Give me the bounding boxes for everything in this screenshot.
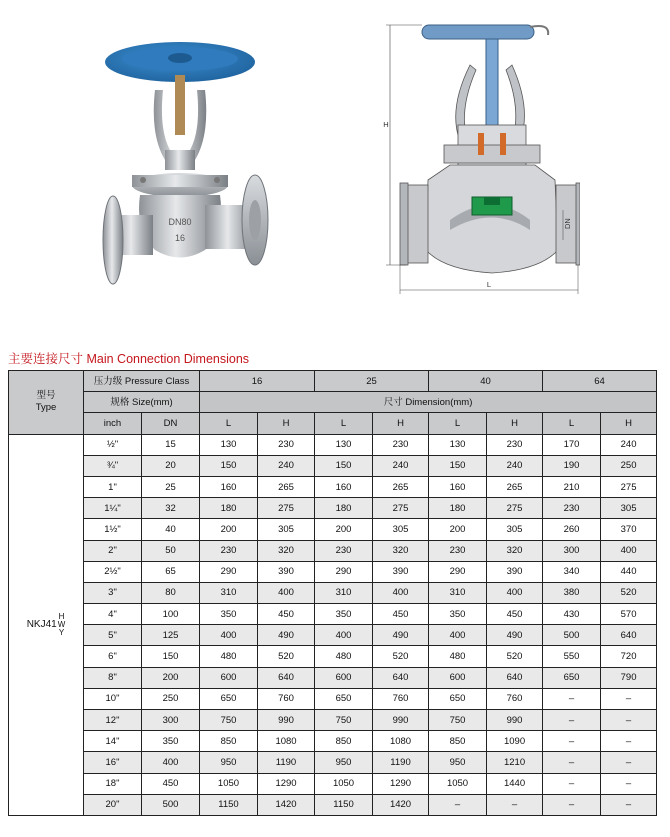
table-cell: 490 [258,625,315,646]
table-cell: 600 [315,667,373,688]
table-cell: 400 [200,625,258,646]
table-cell: 150 [315,455,373,476]
table-cell: 320 [373,540,429,561]
table-cell: 275 [373,498,429,519]
table-cell: 230 [543,498,601,519]
table-row [9,540,657,561]
table-cell: 230 [429,540,487,561]
table-cell: 16" [84,752,142,773]
table-cell: 305 [373,519,429,540]
table-cell: 400 [258,582,315,603]
model-suffix-letter: Y [58,627,65,637]
table-cell: 850 [429,731,487,752]
table-cell: 640 [487,667,543,688]
class-header: 64 [543,371,657,392]
table-cell: 1420 [373,794,429,815]
table-cell: 1050 [315,773,373,794]
class-header: 40 [429,371,543,392]
table-cell: 230 [487,434,543,455]
photo-dn-mark: DN80 [168,217,192,227]
table-cell: 275 [487,498,543,519]
table-cell: 200 [429,519,487,540]
table-cell: 600 [200,667,258,688]
header-row-size [9,392,657,413]
table-cell: 310 [315,582,373,603]
table-cell: 400 [373,582,429,603]
table-cell: 1050 [200,773,258,794]
table-cell: 1050 [429,773,487,794]
table-cell: 490 [487,625,543,646]
table-cell: 310 [200,582,258,603]
table-cell: 500 [142,794,200,815]
table-cell: 350 [315,604,373,625]
table-cell: 520 [373,646,429,667]
table-cell: 750 [200,710,258,731]
table-cell: 750 [429,710,487,731]
table-cell: 150 [429,455,487,476]
table-cell: – [543,688,601,709]
table-cell: 520 [258,646,315,667]
model-suffix-letter: H [58,611,65,621]
table-cell: – [543,752,601,773]
table-cell: 275 [258,498,315,519]
table-cell: 100 [142,604,200,625]
table-cell: 320 [487,540,543,561]
table-cell: 125 [142,625,200,646]
table-cell: 250 [601,455,657,476]
model-suffix-letter: W [57,619,66,629]
table-cell: 1¼" [84,498,142,519]
table-cell: 650 [315,688,373,709]
table-cell: 150 [200,455,258,476]
model-cell [9,434,84,815]
table-row [9,667,657,688]
table-cell: 130 [200,434,258,455]
table-cell: 1190 [373,752,429,773]
table-cell: 1150 [315,794,373,815]
table-cell: – [543,794,601,815]
table-cell: 230 [373,434,429,455]
size-header: 规格 Size(mm) [84,392,200,413]
table-cell: 230 [315,540,373,561]
table-cell: 1210 [487,752,543,773]
table-cell: 265 [373,476,429,497]
table-cell: 160 [429,476,487,497]
table-cell: 305 [487,519,543,540]
table-cell: 160 [315,476,373,497]
table-cell: 300 [142,710,200,731]
table-cell: 250 [142,688,200,709]
table-row [9,688,657,709]
table-cell: 12" [84,710,142,731]
table-cell: 210 [543,476,601,497]
section-title: 主要连接尺寸 Main Connection Dimensions [8,352,250,366]
table-row [9,434,657,455]
table-row [9,773,657,794]
table-cell: – [601,773,657,794]
table-cell: 480 [200,646,258,667]
table-cell: 430 [543,604,601,625]
table-cell: 390 [487,561,543,582]
table-row [9,476,657,497]
table-cell: 240 [487,455,543,476]
table-cell: 40 [142,519,200,540]
table-cell: 190 [543,455,601,476]
table-cell: 1½" [84,519,142,540]
table-cell: 400 [429,625,487,646]
dimension-table [8,370,657,816]
table-cell: – [601,731,657,752]
l-header: L [543,413,601,434]
valve-photo [95,35,285,305]
table-cell: 8" [84,667,142,688]
table-row [9,561,657,582]
table-cell: 20" [84,794,142,815]
type-header: 型号 Type [9,371,84,435]
table-cell: 5" [84,625,142,646]
table-cell: 760 [258,688,315,709]
table-row [9,498,657,519]
table-cell: – [543,773,601,794]
table-cell: 480 [429,646,487,667]
table-cell: 1420 [258,794,315,815]
table-cell: 6" [84,646,142,667]
table-cell: 390 [258,561,315,582]
table-cell: 450 [487,604,543,625]
table-cell: 180 [200,498,258,519]
table-cell: 370 [601,519,657,540]
table-cell: 305 [258,519,315,540]
h-header: H [487,413,543,434]
table-cell: 640 [258,667,315,688]
table-cell: 260 [543,519,601,540]
table-cell: 650 [429,688,487,709]
table-cell: 230 [200,540,258,561]
table-cell: 950 [429,752,487,773]
l-header: L [200,413,258,434]
table-cell: 850 [200,731,258,752]
table-cell: 160 [200,476,258,497]
table-row [9,646,657,667]
table-cell: 200 [200,519,258,540]
table-cell: 240 [258,455,315,476]
table-cell: 290 [315,561,373,582]
table-cell: 350 [142,731,200,752]
class-header: 25 [315,371,429,392]
table-cell: 10" [84,688,142,709]
table-cell: 650 [543,667,601,688]
dimension-header: 尺寸 Dimension(mm) [200,392,657,413]
table-cell: 240 [373,455,429,476]
table-row [9,710,657,731]
table-cell: – [601,794,657,815]
model-suffix [58,613,66,637]
table-cell: 1080 [373,731,429,752]
table-cell: 550 [543,646,601,667]
table-cell: 640 [373,667,429,688]
table-cell: – [543,710,601,731]
table-cell: – [487,794,543,815]
table-cell: 265 [258,476,315,497]
dn-header: DN [142,413,200,434]
table-cell: 380 [543,582,601,603]
h-header: H [601,413,657,434]
table-row [9,625,657,646]
model-name: NKJ41 [26,619,57,631]
header-row-class [9,371,657,392]
table-cell: 65 [142,561,200,582]
table-cell: 200 [142,667,200,688]
table-cell: 14" [84,731,142,752]
table-cell: 720 [601,646,657,667]
table-row [9,794,657,815]
table-cell: 310 [429,582,487,603]
class-header: 16 [200,371,315,392]
table-cell: 1290 [258,773,315,794]
table-cell: 750 [315,710,373,731]
table-cell: 1190 [258,752,315,773]
table-cell: 240 [601,434,657,455]
table-cell: 850 [315,731,373,752]
table-cell: – [601,688,657,709]
table-cell: 1090 [487,731,543,752]
table-cell: 450 [258,604,315,625]
table-cell: – [601,710,657,731]
inch-header: inch [84,413,142,434]
table-cell: 170 [543,434,601,455]
table-cell: 2½" [84,561,142,582]
table-cell: 320 [258,540,315,561]
table-cell: 600 [429,667,487,688]
table-cell: 1290 [373,773,429,794]
table-cell: 180 [315,498,373,519]
table-cell: 32 [142,498,200,519]
table-row [9,455,657,476]
valve-section-drawing [380,15,580,300]
drawing-dn-label: DN [563,218,572,229]
table-cell: ¾" [84,455,142,476]
h-header: H [258,413,315,434]
table-cell: 650 [200,688,258,709]
table-cell: 990 [373,710,429,731]
table-cell: 265 [487,476,543,497]
table-cell: 640 [601,625,657,646]
table-cell: 230 [258,434,315,455]
drawing-h-label: H [383,120,389,129]
table-cell: 480 [315,646,373,667]
header-row-units [9,413,657,434]
drawing-l-label: L [486,280,492,289]
table-row [9,731,657,752]
table-cell: 130 [315,434,373,455]
table-cell: 500 [543,625,601,646]
table-cell: 520 [487,646,543,667]
table-cell: 350 [429,604,487,625]
table-cell: 290 [200,561,258,582]
table-cell: 450 [142,773,200,794]
l-header: L [315,413,373,434]
table-cell: 15 [142,434,200,455]
l-header: L [429,413,487,434]
table-row [9,752,657,773]
table-cell: 950 [315,752,373,773]
table-cell: 2" [84,540,142,561]
table-cell: 18" [84,773,142,794]
table-cell: 1080 [258,731,315,752]
table-cell: ½" [84,434,142,455]
table-cell: 50 [142,540,200,561]
h-header: H [373,413,429,434]
table-cell: 150 [142,646,200,667]
table-cell: 450 [373,604,429,625]
table-row [9,519,657,540]
table-cell: 400 [487,582,543,603]
table-cell: 180 [429,498,487,519]
table-cell: 300 [543,540,601,561]
table-cell: 520 [601,582,657,603]
table-cell: 570 [601,604,657,625]
table-cell: 1" [84,476,142,497]
table-cell: 200 [315,519,373,540]
table-cell: 25 [142,476,200,497]
table-cell: 400 [601,540,657,561]
table-cell: 130 [429,434,487,455]
pressure-class-header: 压力级 Pressure Class [84,371,200,392]
table-cell: 490 [373,625,429,646]
table-cell: 400 [315,625,373,646]
table-cell: 950 [200,752,258,773]
table-cell: 340 [543,561,601,582]
table-cell: 305 [601,498,657,519]
table-cell: – [429,794,487,815]
table-cell: 760 [373,688,429,709]
table-cell: 1150 [200,794,258,815]
table-cell: – [543,731,601,752]
table-cell: 760 [487,688,543,709]
table-row [9,604,657,625]
table-cell: 990 [487,710,543,731]
product-figures [0,0,670,330]
table-cell: 4" [84,604,142,625]
table-cell: 440 [601,561,657,582]
table-cell: 20 [142,455,200,476]
table-cell: 390 [373,561,429,582]
table-cell: 990 [258,710,315,731]
table-cell: 3" [84,582,142,603]
table-cell: 275 [601,476,657,497]
table-cell: – [601,752,657,773]
table-cell: 290 [429,561,487,582]
table-cell: 350 [200,604,258,625]
table-cell: 80 [142,582,200,603]
table-cell: 1440 [487,773,543,794]
table-cell: 790 [601,667,657,688]
photo-pn-mark: 16 [174,233,186,243]
table-cell: 400 [142,752,200,773]
table-row [9,582,657,603]
